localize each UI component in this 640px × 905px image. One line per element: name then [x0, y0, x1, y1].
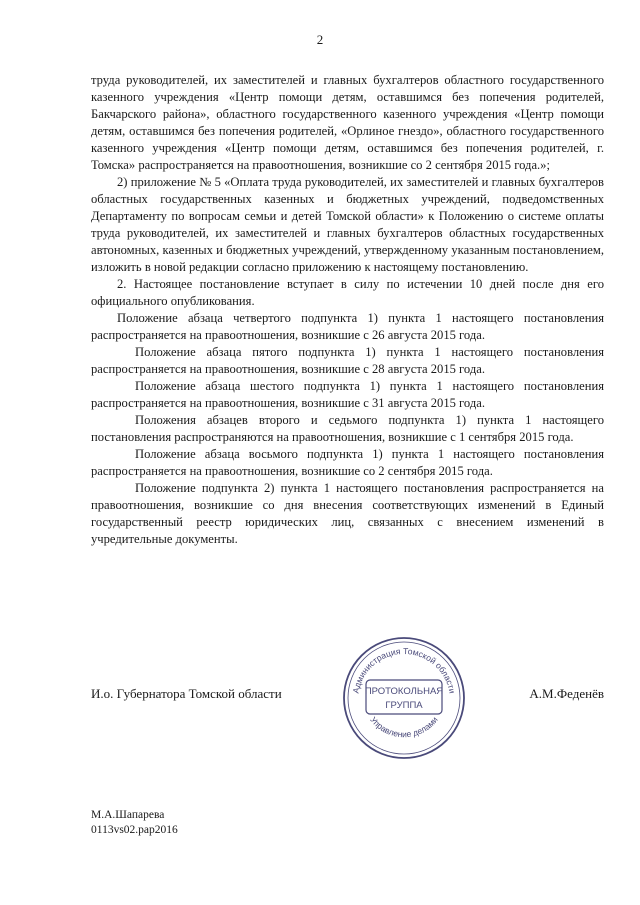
paragraph: 2. Настоящее постановление вступает в силу по истечении 10 дней после дня его официального опубликования. — [91, 277, 604, 308]
document-body — [91, 72, 604, 548]
stamp-ring-bottom-text: Управление делами — [368, 714, 440, 740]
paragraph: Положение абзаца пятого подпункта 1) пункта 1 настоящего постановления распространяется на правоотношения, возникшие с 28 августа 2015 года. — [91, 345, 604, 376]
paragraph: Положение подпункта 2) пункта 1 настоящего постановления распространяется на правоотношения, возникшие со дня внесения соответствующих изменений в Единый государственный реестр юридических лиц, связанных с внесением изменений в учредительные документы. — [91, 481, 604, 546]
paragraph: Положение абзаца четвертого подпункта 1) пункта 1 настоящего постановления распространяется на правоотношения, возникшие с 26 августа 2015 года. — [91, 311, 604, 342]
document-footer — [91, 808, 178, 838]
paragraph: Положение абзаца шестого подпункта 1) пункта 1 настоящего постановления распространяется на правоотношения, возникшие с 31 августа 2015 года. — [91, 379, 604, 410]
paragraph: 2) приложение № 5 «Оплата труда руководителей, их заместителей и главных бухгалтеров областных государственных казенных и бюджетных учреждений, подведомственных Департаменту по вопросам семьи и детей Томской области» к Положению о системе оплаты труда руководителей, их заместителей и главных бухгалтеров областных государственных автономных, казенных и бюджетных учреждений, утвержденному указанным постановлением, изложить в новой редакции согласно приложению к настоящему постановлению. — [91, 175, 604, 274]
paragraph: Положение абзаца восьмого подпункта 1) пункта 1 настоящего постановления распространяется на правоотношения, возникшие со 2 сентября 2015 года. — [91, 447, 604, 478]
page-number: 2 — [316, 32, 324, 47]
stamp-center-line2: ГРУППА — [385, 700, 423, 711]
footer-file-id: 0113vs02.pap2016 — [91, 824, 178, 836]
official-stamp — [340, 634, 468, 762]
paragraph: труда руководителей, их заместителей и главных бухгалтеров областного государственного казенного учреждения «Центр помощи детям, оставшимся без попечения родителей, Бакчарского района», областного государственного казенного учреждения «Центр помощи детям, оставшимся без попечения родителей, «Орлиное гнездо», областного государственного казенного учреждения «Центр помощи детям, оставшимся без попечения родителей, г. Томска» распространяется на правоотношения, возникшие со 2 сентября 2015 года.»; — [91, 73, 604, 172]
stamp-outer-ring — [344, 638, 464, 758]
stamp-center-line1: ПРОТОКОЛЬНАЯ — [364, 686, 444, 697]
paragraph: Положения абзацев второго и седьмого подпункта 1) пункта 1 настоящего постановления распространяются на правоотношения, возникшие с 1 сентября 2015 года. — [91, 413, 604, 444]
footer-author: М.А.Шапарева — [91, 809, 165, 821]
signatory-name: А.М.Феденёв — [529, 686, 604, 701]
stamp-ring-top-text: Администрация Томской области — [350, 645, 458, 695]
signatory-position: И.о. Губернатора Томской области — [91, 686, 282, 701]
